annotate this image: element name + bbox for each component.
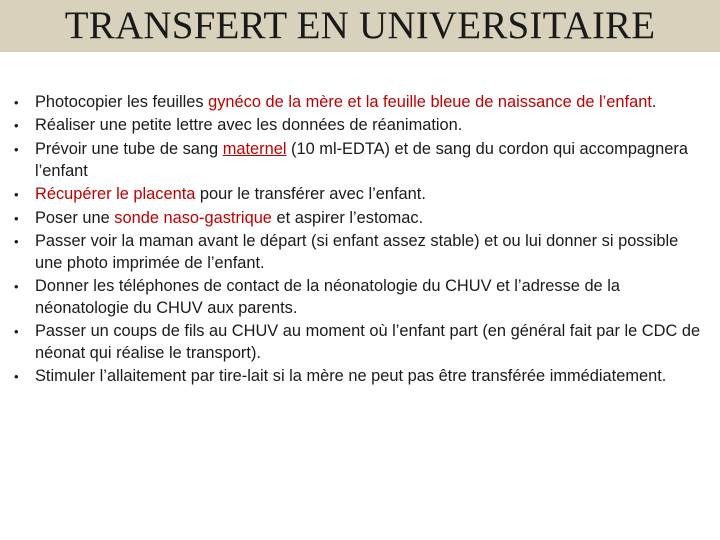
highlighted-text: gynéco de la mère et la feuille bleue de naissance de l’enfant (208, 93, 652, 111)
bullet-dot-icon: • (14, 234, 19, 250)
bullet-dot-icon: • (14, 369, 19, 385)
bullet-text: Photocopier les feuilles (35, 93, 209, 111)
highlighted-text: sonde naso-gastrique (114, 208, 272, 227)
bullet-item (14, 115, 710, 137)
bullet-text: Poser une (35, 208, 115, 227)
bullet-text: Réaliser une petite lettre avec les données de réanimation. (35, 116, 463, 135)
bullet-text: pour le transférer avec l’enfant. (195, 185, 426, 204)
bullet-item (14, 231, 710, 274)
bullet-dot-icon: • (14, 187, 19, 203)
bullet-dot-icon: • (14, 118, 19, 134)
bullet-item (14, 92, 710, 114)
bullet-list (14, 92, 710, 390)
bullet-item (14, 276, 710, 319)
bullet-text: (10 ml-EDTA) et de sang du cordon qui accompagnera l’enfant (35, 139, 688, 180)
bullet-dot-icon: • (14, 95, 19, 110)
bullet-item (14, 139, 710, 182)
bullet-item (14, 321, 710, 364)
bullet-text: Prévoir une tube de sang (35, 139, 223, 158)
highlighted-text: Récupérer le placenta (35, 185, 196, 204)
bullet-text: Donner les téléphones de contact de la néonatologie du CHUV et l’adresse de la néonatologie du CHUV aux parents. (35, 277, 620, 317)
bullet-text: Stimuler l’allaitement par tire-lait si la mère ne peut pas être transférée immédiatement. (35, 367, 667, 386)
bullet-dot-icon: • (14, 210, 19, 226)
bullet-text: Passer voir la maman avant le départ (si enfant assez stable) et ou lui donner si possible une photo imprimée de l’enfant. (35, 232, 679, 272)
bullet-item (14, 208, 710, 230)
bullet-dot-icon: • (14, 324, 19, 340)
bullet-item (14, 366, 710, 388)
bullet-text: et aspirer l’estomac. (271, 208, 424, 227)
bullet-text: Passer un coups de fils au CHUV au moment où l’enfant part (en général fait par le CDC de néonat qui réalise le transport). (35, 322, 701, 362)
bullet-item (14, 184, 710, 206)
bullet-dot-icon: • (14, 279, 19, 295)
bullet-text: . (651, 93, 657, 111)
slide-title: TRANSFERT EN UNIVERSITAIRE (64, 4, 656, 47)
highlighted-underlined-text: maternel (222, 139, 287, 158)
bullet-dot-icon: • (14, 141, 19, 157)
